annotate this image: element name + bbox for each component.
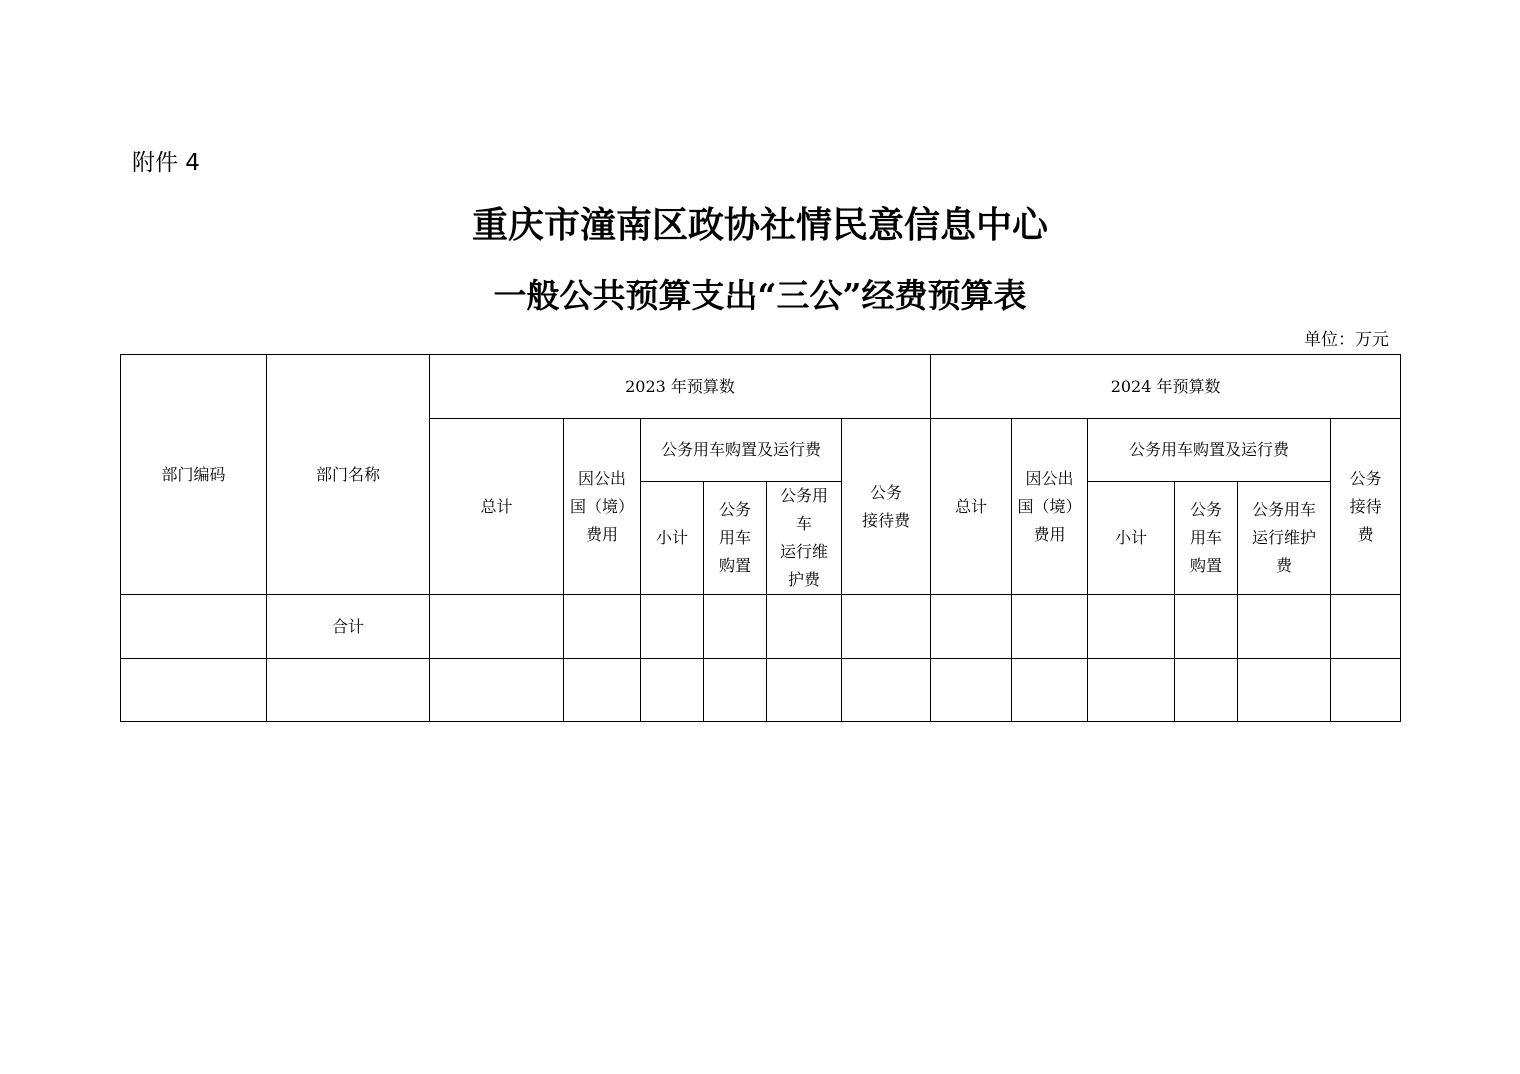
table-cell [1238,659,1331,722]
row-dept-code [121,595,267,659]
table-cell [842,595,931,659]
document-title: 重庆市潼南区政协社情民意信息中心 [471,204,1048,246]
table-cell [704,595,767,659]
header-2024-purchase: 公务 用车 购置 [1175,482,1238,595]
table-cell [704,659,767,722]
table-cell [564,595,641,659]
table-cell [1175,659,1238,722]
table-cell [430,595,564,659]
header-2023-total: 总计 [430,419,564,595]
table-cell [767,659,842,722]
header-year-2024: 2024 年预算数 [931,355,1401,419]
table-cell [1331,659,1401,722]
table-cell [767,595,842,659]
budget-table [120,354,1401,722]
header-dept-name: 部门名称 [267,355,430,595]
table-cell [564,659,641,722]
table-cell [641,659,704,722]
header-2024-operation: 公务用车 运行维护 费 [1238,482,1331,595]
header-2024-reception: 公务 接待 费 [1331,419,1401,595]
table-cell [842,659,931,722]
table-cell [1088,659,1175,722]
header-2023-abroad: 因公出 国（境） 费用 [564,419,641,595]
header-2024-total: 总计 [931,419,1012,595]
row-dept-name [267,659,430,722]
document-subtitle: 一般公共预算支出“三公”经费预算表 [493,276,1027,315]
table-cell [1012,595,1088,659]
table-cell [1238,595,1331,659]
table-cell [1012,659,1088,722]
header-year-2023: 2023 年预算数 [430,355,931,419]
table-cell [931,659,1012,722]
table-row-total [121,595,1401,659]
header-2023-vehicle-group: 公务用车购置及运行费 [641,419,842,482]
table-cell [1331,595,1401,659]
header-2024-abroad: 因公出 国（境） 费用 [1012,419,1088,595]
table-row [121,659,1401,722]
header-2023-subtotal: 小计 [641,482,704,595]
header-2024-subtotal: 小计 [1088,482,1175,595]
table-cell [931,595,1012,659]
header-2023-purchase: 公务 用车 购置 [704,482,767,595]
header-2024-vehicle-group: 公务用车购置及运行费 [1088,419,1331,482]
row-dept-code [121,659,267,722]
table-cell [1088,595,1175,659]
table-cell [430,659,564,722]
header-dept-code: 部门编码 [121,355,267,595]
table-cell [641,595,704,659]
header-2023-reception: 公务 接待费 [842,419,931,595]
row-dept-name: 合计 [267,595,430,659]
attachment-label: 附件 4 [132,150,200,176]
table-cell [1175,595,1238,659]
header-2023-operation: 公务用 车 运行维 护费 [767,482,842,595]
unit-label: 单位：万元 [1304,330,1389,350]
